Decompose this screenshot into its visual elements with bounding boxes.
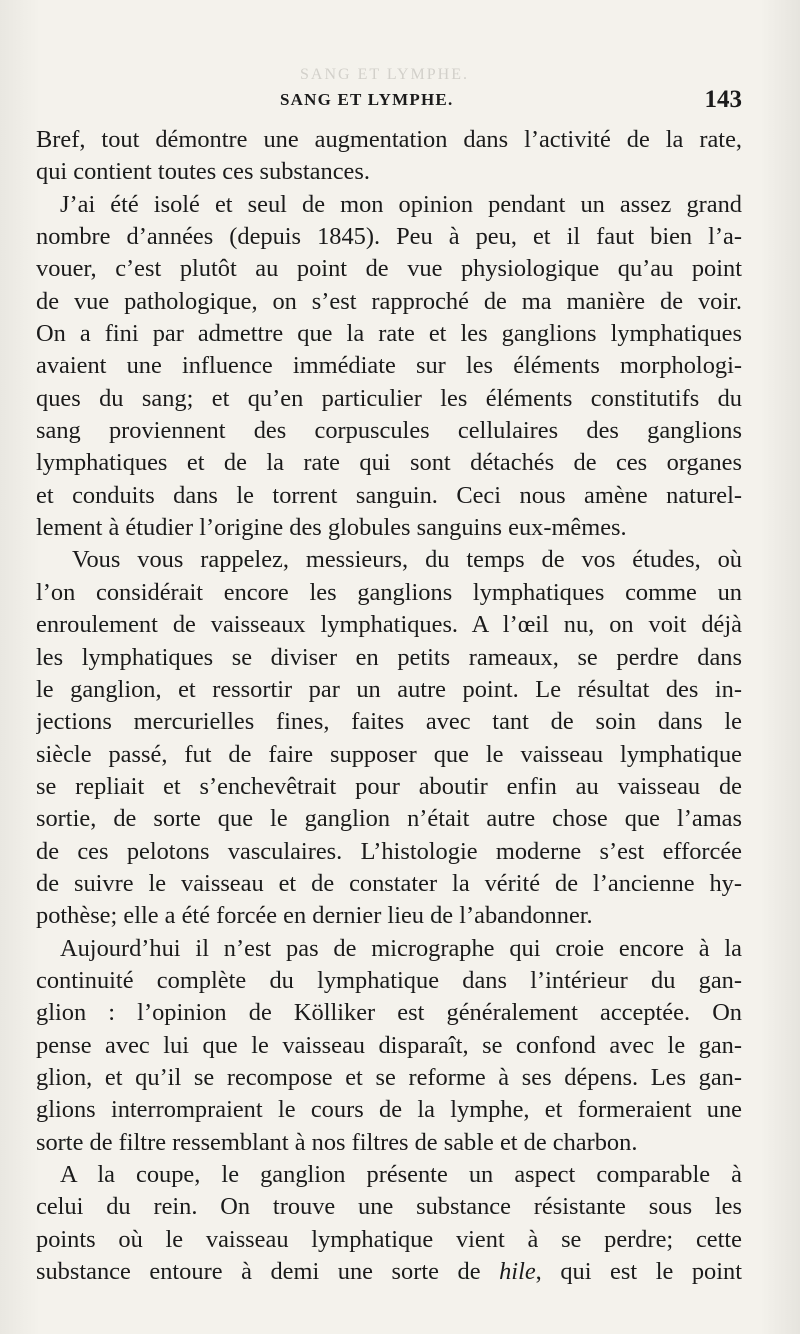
text-line: de ces pelotons vasculaires. L’histologie moderne s’est efforcée — [36, 837, 742, 865]
page-number: 143 — [704, 86, 742, 113]
text-line: de vue pathologique, on s’est rapproché de ma manière de voir. — [36, 287, 742, 315]
page-header — [36, 86, 742, 116]
bleed-through-text: SANG ET LYMPHE. — [300, 66, 469, 83]
running-title: SANG ET LYMPHE. — [280, 90, 454, 109]
paragraph — [36, 544, 742, 932]
text-line: sorte de filtre ressemblant à nos filtres de sable et de charbon. — [36, 1128, 638, 1156]
text-line: Aujourd’hui il n’est pas de micrographe qui croie encore à la — [60, 934, 742, 962]
text-line: continuité complète du lymphatique dans l’intérieur du gan- — [36, 966, 742, 994]
text-line: ques du sang; et qu’en particulier les éléments constitutifs du — [36, 384, 742, 412]
text-fragment: , qui est le point — [535, 1258, 742, 1286]
text-line: nombre d’années (depuis 1845). Peu à peu, et il faut bien l’a- — [36, 223, 742, 251]
paragraph — [36, 124, 742, 189]
text-line: lement à étudier l’origine des globules sanguins eux-mêmes. — [36, 514, 627, 542]
text-line: pothèse; elle a été forcée en dernier lieu de l’abandonner. — [36, 902, 593, 930]
text-line: glions interrompraient le cours de la lymphe, et formeraient une — [36, 1096, 742, 1124]
text-line: vouer, c’est plutôt au point de vue physiologique qu’au point — [36, 255, 742, 283]
text-line: glion, et qu’il se recompose et se reforme à ses dépens. Les gan- — [36, 1063, 742, 1091]
text-line: enroulement de vaisseaux lymphatiques. A l’œil nu, on voit déjà — [36, 611, 742, 639]
text-line: avaient une influence immédiate sur les éléments morphologi- — [36, 352, 742, 380]
text-fragment: substance entoure à demi une sorte de — [36, 1258, 500, 1286]
text-line: A la coupe, le ganglion présente un aspect comparable à — [60, 1161, 742, 1188]
text-line: se repliait et s’enchevêtrait pour aboutir enfin au vaisseau de — [36, 772, 742, 800]
text-line: J’ai été isolé et seul de mon opinion pendant un assez grand — [60, 190, 742, 218]
text-line: glion : l’opinion de Kölliker est généralement acceptée. On — [36, 999, 742, 1027]
text-line: celui du rein. On trouve une substance résistante sous les — [36, 1193, 742, 1221]
text-line: Vous vous rappelez, messieurs, du temps de vos études, où — [72, 546, 742, 574]
text-line: lymphatiques et de la rate qui sont détachés de ces organes — [36, 449, 742, 477]
paragraph — [36, 933, 742, 1159]
paragraph — [36, 1159, 742, 1288]
text-line: points où le vaisseau lymphatique vient à se perdre; cette — [36, 1225, 742, 1253]
text-line: On a fini par admettre que la rate et les ganglions lymphatiques — [36, 320, 742, 348]
text-line: pense avec lui que le vaisseau disparaît, se confond avec le gan- — [36, 1031, 742, 1059]
text-line: l’on considérait encore les ganglions lymphatiques comme un — [36, 578, 742, 606]
text-line: sortie, de sorte que le ganglion n’était autre chose que l’amas — [36, 805, 742, 833]
body-text — [36, 124, 742, 1288]
text-line: siècle passé, fut de faire supposer que le vaisseau lymphatique — [36, 740, 742, 768]
text-line-final — [36, 1256, 742, 1288]
text-line: qui contient toutes ces substances. — [36, 158, 370, 186]
text-line: le ganglion, et ressortir par un autre point. Le résultat des in- — [36, 675, 742, 703]
italic-term: hile — [499, 1258, 536, 1286]
text-line: jections mercurielles fines, faites avec tant de soin dans le — [36, 708, 742, 736]
text-line: les lymphatiques se diviser en petits rameaux, se perdre dans — [36, 643, 742, 671]
paragraph — [36, 189, 742, 545]
text-line: Bref, tout démontre une augmentation dans l’activité de la rate, — [36, 126, 742, 153]
text-line: et conduits dans le torrent sanguin. Ceci nous amène naturel- — [36, 481, 742, 509]
text-line: de suivre le vaisseau et de constater la vérité de l’ancienne hy- — [36, 869, 742, 897]
text-line: sang proviennent des corpuscules cellulaires des ganglions — [36, 417, 742, 445]
